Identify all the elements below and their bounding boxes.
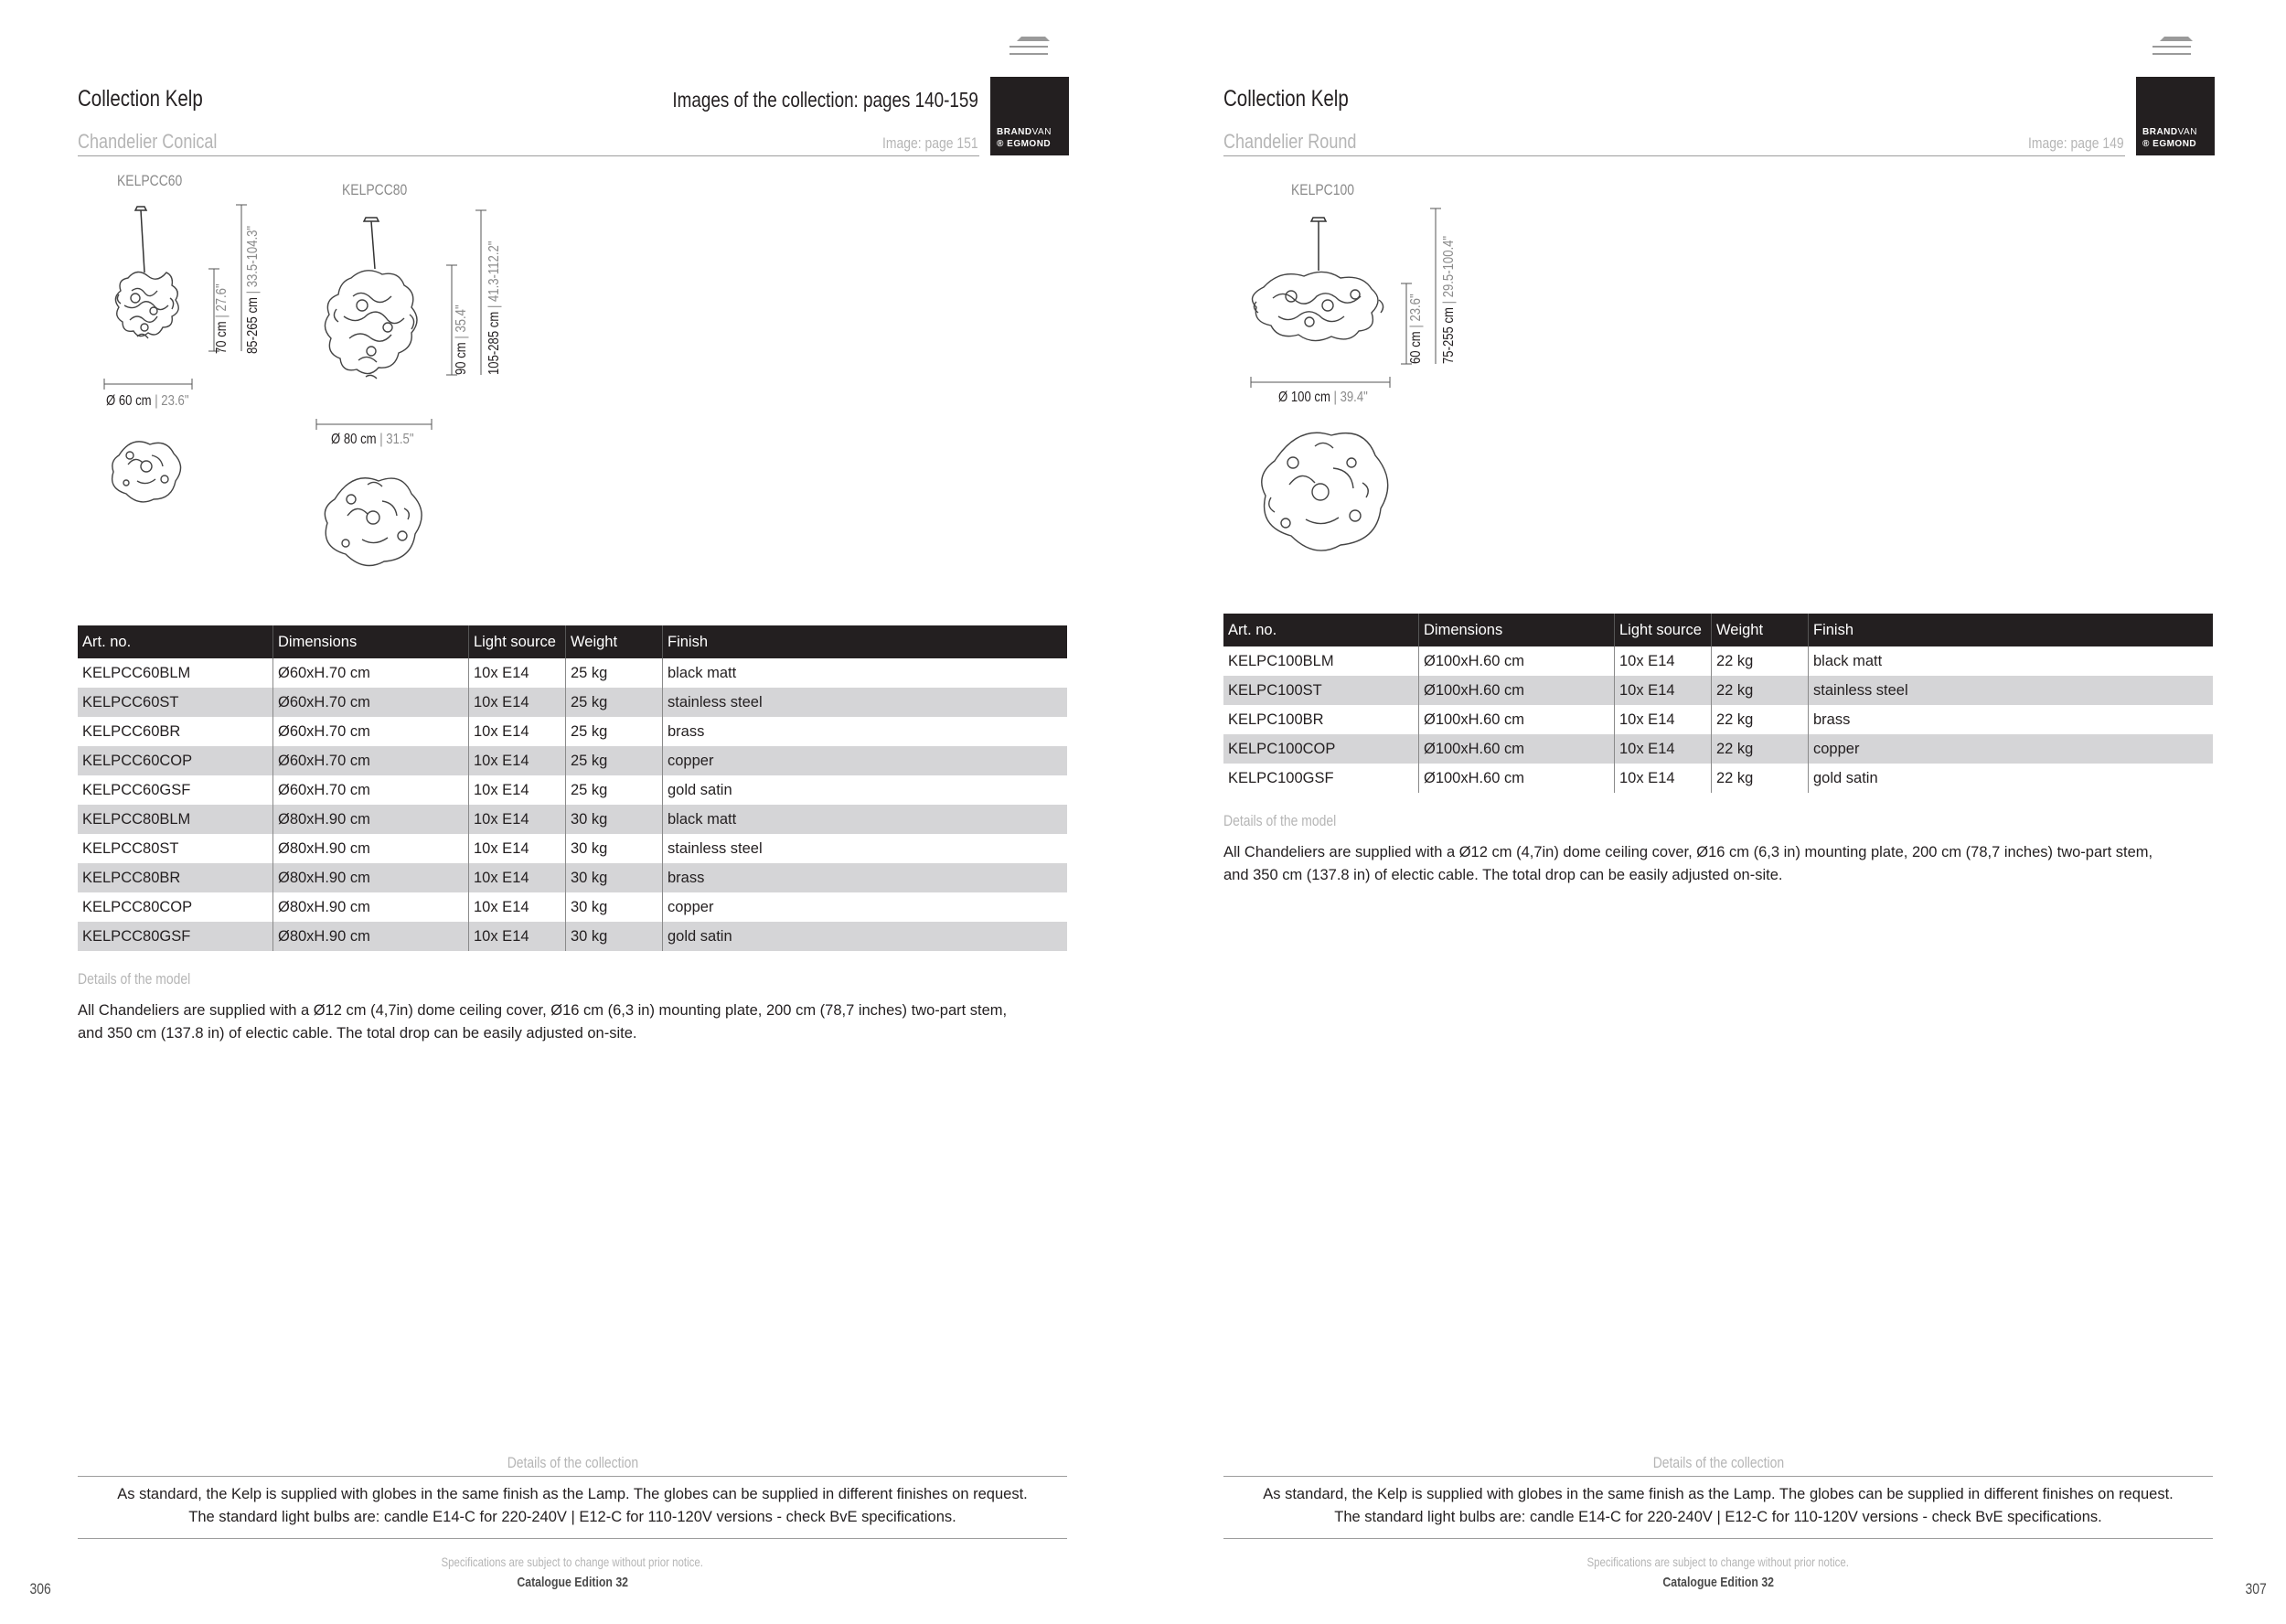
drop-kelpcc60: 85-265 cm | 33.5-104.3" <box>245 225 261 354</box>
column-header: Art. no. <box>1223 614 1419 646</box>
finish-cell: copper <box>663 746 1068 775</box>
table-row <box>1223 676 2213 705</box>
dimensions-cell: Ø80xH.90 cm <box>273 863 469 892</box>
finish-cell: gold satin <box>1813 769 1878 786</box>
column-header: Light source <box>469 625 566 658</box>
weight-cell: 30 kg <box>566 922 663 951</box>
header-divider <box>1223 155 2125 156</box>
footer-edition: Catalogue Edition 32 <box>517 1575 628 1590</box>
light-source-cell: 10x E14 <box>469 746 566 775</box>
column-header: Dimensions <box>1419 614 1615 646</box>
weight-cell: 30 kg <box>566 863 663 892</box>
details-collection-heading: Details of the collection <box>507 1454 638 1471</box>
details-collection-text: As standard, the Kelp is supplied with globes in the same finish as the Lamp. The globes can be supplied in different finishes on request. The standard light bulbs are: candle E14-C for 220-240V | E12-C for 110-120V versions - check BvE specifications. <box>1263 1486 2174 1525</box>
light-source-cell: 10x E14 <box>1615 705 1712 734</box>
dimensions-cell: Ø100xH.60 cm <box>1419 646 1615 676</box>
light-source-cell: 10x E14 <box>1615 764 1712 793</box>
brand-logo: BRANDVAN ® EGMOND <box>990 77 1069 155</box>
brand-logo: BRANDVAN ® EGMOND <box>2136 77 2215 155</box>
dimensions-cell: Ø80xH.90 cm <box>273 892 469 922</box>
header-divider <box>78 155 979 156</box>
dimensions-cell: Ø60xH.70 cm <box>273 746 469 775</box>
weight-cell: 22 kg <box>1712 705 1809 734</box>
light-source-cell: 10x E14 <box>1615 676 1712 705</box>
model-label-kelpc100: KELPC100 <box>1291 181 1354 198</box>
menu-icon[interactable] <box>1009 37 1048 55</box>
chandelier-side-view-kelpcc80 <box>311 214 439 415</box>
finish-cell: copper <box>1809 734 2214 764</box>
height-kelpcc80: 90 cm | 35.4" <box>454 304 469 375</box>
table-row <box>78 658 1067 688</box>
spec-table <box>1223 614 2213 793</box>
collection-bottom-rule <box>1223 1538 2213 1539</box>
page-number: 307 <box>2245 1580 2267 1597</box>
finish-cell: stainless steel <box>668 839 763 857</box>
finish-cell: stainless steel <box>1809 676 2214 705</box>
weight-cell: 22 kg <box>1712 734 1809 764</box>
finish-cell: brass <box>668 722 705 740</box>
menu-icon[interactable] <box>2152 37 2191 55</box>
dimensions-cell: Ø100xH.60 cm <box>1419 705 1615 734</box>
footer-edition: Catalogue Edition 32 <box>1662 1575 1774 1590</box>
catalogue-page-right <box>1143 0 2286 1624</box>
spec-table <box>78 625 1067 951</box>
model-label-kelpcc80: KELPCC80 <box>342 181 408 198</box>
diameter-kelpcc60: Ø 60 cm | 23.6" <box>106 393 189 409</box>
dimensions-cell: Ø80xH.90 cm <box>273 805 469 834</box>
art-no-cell: KELPC100COP <box>1223 734 1419 764</box>
chandelier-top-view-kelpc100 <box>1249 421 1395 567</box>
dimensions-cell: Ø60xH.70 cm <box>273 658 469 688</box>
column-header: Dimensions <box>273 625 469 658</box>
dimensions-cell: Ø60xH.70 cm <box>273 775 469 805</box>
column-header: Weight <box>566 625 663 658</box>
table-row <box>78 775 1067 805</box>
height-kelpc100: 60 cm | 23.6" <box>1408 294 1424 364</box>
column-header: Light source <box>1615 614 1712 646</box>
light-source-cell: 10x E14 <box>469 775 566 805</box>
table-row <box>78 922 1067 951</box>
light-source-cell: 10x E14 <box>469 658 566 688</box>
collection-bottom-rule <box>78 1538 1067 1539</box>
table-row <box>78 863 1067 892</box>
table-header-row <box>78 625 1067 658</box>
table-row <box>1223 646 2213 676</box>
collection-top-rule <box>78 1476 1067 1477</box>
table-row <box>78 834 1067 863</box>
weight-cell: 25 kg <box>566 658 663 688</box>
dimensions-cell: Ø80xH.90 cm <box>273 922 469 951</box>
weight-cell: 25 kg <box>566 717 663 746</box>
table-row <box>78 746 1067 775</box>
weight-cell: 30 kg <box>566 834 663 863</box>
finish-cell: black matt <box>663 805 1068 834</box>
chandelier-top-view-kelpcc80 <box>313 463 432 578</box>
art-no-cell: KELPC100BR <box>1223 705 1419 734</box>
weight-cell: 22 kg <box>1712 676 1809 705</box>
light-source-cell: 10x E14 <box>469 688 566 717</box>
weight-cell: 30 kg <box>566 805 663 834</box>
details-collection-text: As standard, the Kelp is supplied with globes in the same finish as the Lamp. The globes can be supplied in different finishes on request. The standard light bulbs are: candle E14-C for 220-240V | E12-C for 110-120V versions - check BvE specifications. <box>117 1486 1028 1525</box>
table-row <box>78 805 1067 834</box>
collection-title: Collection Kelp <box>78 86 203 112</box>
drop-kelpc100: 75-255 cm | 29.5-100.4" <box>1441 235 1457 364</box>
light-source-cell: 10x E14 <box>469 922 566 951</box>
weight-cell: 30 kg <box>566 892 663 922</box>
footer-note: Specifications are subject to change without prior notice. <box>1586 1555 1850 1569</box>
finish-cell: copper <box>668 898 714 915</box>
dimensions-cell: Ø100xH.60 cm <box>1419 734 1615 764</box>
finish-cell: gold satin <box>668 781 732 798</box>
details-model-heading: Details of the model <box>78 970 191 988</box>
details-model-heading: Details of the model <box>1223 812 1337 829</box>
chandelier-side-view-kelpc100 <box>1245 214 1392 369</box>
light-source-cell: 10x E14 <box>469 892 566 922</box>
art-no-cell: KELPCC60ST <box>78 688 273 717</box>
diameter-line-kelpcc60 <box>102 379 194 390</box>
art-no-cell: KELPCC80GSF <box>78 922 273 951</box>
dimensions-cell: Ø100xH.60 cm <box>1419 764 1615 793</box>
art-no-cell: KELPCC80COP <box>78 892 273 922</box>
finish-cell: gold satin <box>663 922 1068 951</box>
dimensions-cell: Ø60xH.70 cm <box>273 717 469 746</box>
drop-kelpcc80: 105-285 cm | 41.3-112.2" <box>486 240 502 375</box>
art-no-cell: KELPCC80BR <box>78 863 273 892</box>
diameter-kelpcc80: Ø 80 cm | 31.5" <box>331 432 414 447</box>
product-subtitle: Chandelier Round <box>1223 130 1357 153</box>
light-source-cell: 10x E14 <box>469 717 566 746</box>
footer-note: Specifications are subject to change without prior notice. <box>441 1555 704 1569</box>
image-page-reference[interactable]: Image: page 151 <box>882 134 978 152</box>
page-number: 306 <box>29 1580 51 1597</box>
light-source-cell: 10x E14 <box>469 863 566 892</box>
finish-cell: black matt <box>1813 652 1883 669</box>
details-model-text: All Chandeliers are supplied with a Ø12 cm (4,7in) dome ceiling cover, Ø16 cm (6,3 in) mounting plate, 200 cm (78,7 inches) two-part stem, and 350 cm (137.8 in) of electic cable. The total drop can be easily adjusted on-site. <box>78 1002 1008 1042</box>
finish-cell: brass <box>663 863 1068 892</box>
column-header: Finish <box>1809 614 2214 646</box>
collection-title: Collection Kelp <box>1223 86 1349 112</box>
table-row <box>1223 764 2213 793</box>
light-source-cell: 10x E14 <box>1615 646 1712 676</box>
light-source-cell: 10x E14 <box>469 834 566 863</box>
dimensions-cell: Ø100xH.60 cm <box>1419 676 1615 705</box>
details-model-text: All Chandeliers are supplied with a Ø12 cm (4,7in) dome ceiling cover, Ø16 cm (6,3 in) mounting plate, 200 cm (78,7 inches) two-part stem, and 350 cm (137.8 in) of electic cable. The total drop can be easily adjusted on-site. <box>1223 844 2153 883</box>
art-no-cell: KELPC100ST <box>1223 676 1419 705</box>
diameter-line-kelpcc80 <box>315 419 433 430</box>
details-collection-heading: Details of the collection <box>1652 1454 1784 1471</box>
table-row <box>78 717 1067 746</box>
art-no-cell: KELPCC60BR <box>78 717 273 746</box>
collection-top-rule <box>1223 1476 2213 1477</box>
image-page-reference[interactable]: Image: page 149 <box>2028 134 2124 152</box>
light-source-cell: 10x E14 <box>469 805 566 834</box>
art-no-cell: KELPCC80ST <box>78 834 273 863</box>
art-no-cell: KELPCC60GSF <box>78 775 273 805</box>
chandelier-side-view-kelpcc60 <box>91 203 201 386</box>
art-no-cell: KELPC100BLM <box>1223 646 1419 676</box>
weight-cell: 22 kg <box>1712 646 1809 676</box>
column-header: Finish <box>663 625 1068 658</box>
table-row <box>78 892 1067 922</box>
diameter-kelpc100: Ø 100 cm | 39.4" <box>1278 390 1368 405</box>
weight-cell: 25 kg <box>566 746 663 775</box>
finish-cell: black matt <box>668 664 737 681</box>
weight-cell: 25 kg <box>566 775 663 805</box>
dimensions-cell: Ø60xH.70 cm <box>273 688 469 717</box>
table-row <box>1223 734 2213 764</box>
chandelier-top-view-kelpcc60 <box>101 428 192 510</box>
finish-cell: stainless steel <box>663 688 1068 717</box>
table-row <box>1223 705 2213 734</box>
diameter-line-kelpc100 <box>1249 377 1392 388</box>
weight-cell: 22 kg <box>1712 764 1809 793</box>
column-header: Weight <box>1712 614 1809 646</box>
column-header: Art. no. <box>78 625 273 658</box>
art-no-cell: KELPCC80BLM <box>78 805 273 834</box>
height-kelpcc60: 70 cm | 27.6" <box>214 283 230 354</box>
light-source-cell: 10x E14 <box>1615 734 1712 764</box>
art-no-cell: KELPC100GSF <box>1223 764 1419 793</box>
art-no-cell: KELPCC60COP <box>78 746 273 775</box>
art-no-cell: KELPCC60BLM <box>78 658 273 688</box>
table-header-row <box>1223 614 2213 646</box>
product-subtitle: Chandelier Conical <box>78 130 218 153</box>
weight-cell: 25 kg <box>566 688 663 717</box>
model-label-kelpcc60: KELPCC60 <box>117 172 183 189</box>
images-reference[interactable]: Images of the collection: pages 140-159 <box>672 88 978 112</box>
finish-cell: brass <box>1813 710 1851 728</box>
dimensions-cell: Ø80xH.90 cm <box>273 834 469 863</box>
table-row <box>78 688 1067 717</box>
